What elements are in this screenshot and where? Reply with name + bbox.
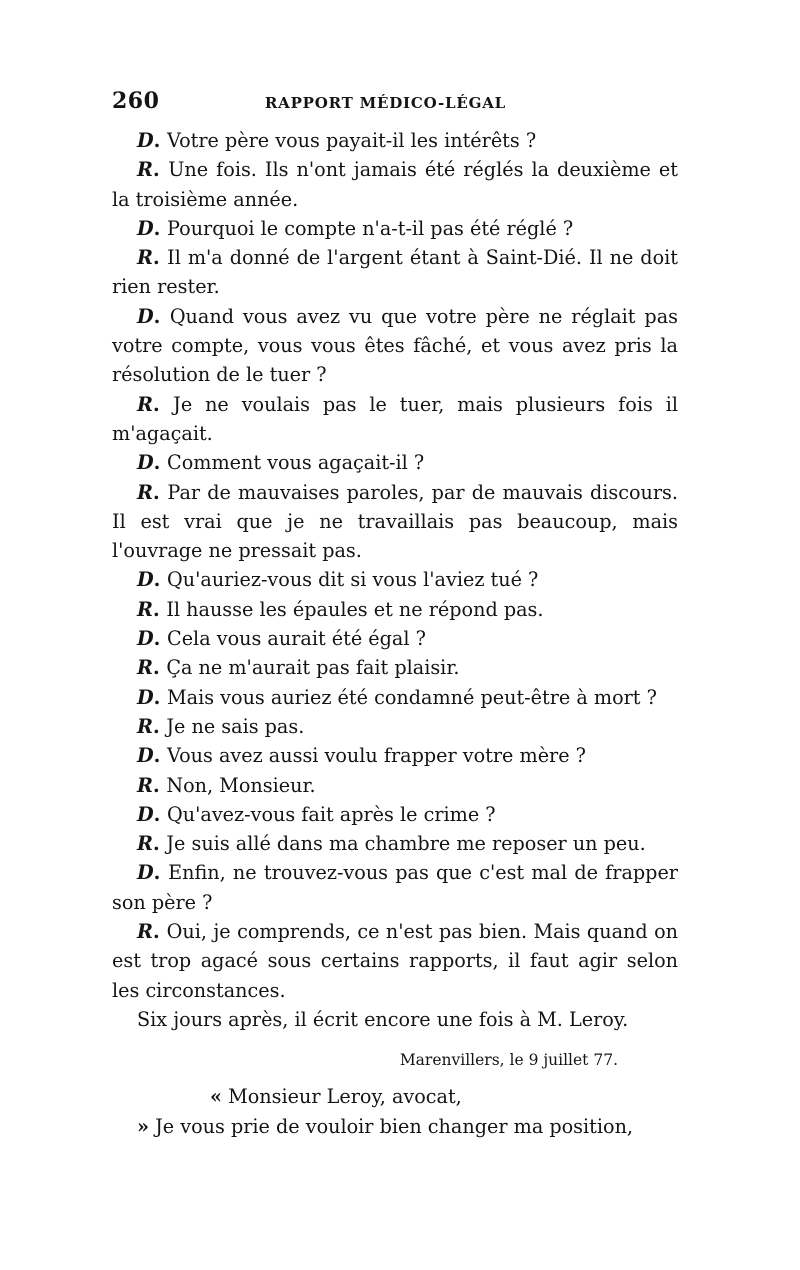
speaker-label: R . xyxy=(137,246,167,269)
letter-line-text: Je vous prie de vouloir bien changer ma position, xyxy=(155,1115,634,1139)
dialogue-text: Pourquoi le compte n'a-t-il pas été réglé ? xyxy=(167,216,574,240)
speaker-label: D . xyxy=(137,217,167,240)
dialogue-line xyxy=(112,155,678,214)
dialogue-line xyxy=(112,800,678,829)
dialogue-text: Vous avez aussi voulu frapper votre mère ? xyxy=(167,744,586,768)
dialogue-line xyxy=(112,741,678,770)
dialogue-text: Je suis allé dans ma chambre me reposer un peu. xyxy=(166,832,646,856)
opening-quote-mark: « xyxy=(210,1085,222,1109)
letter-line xyxy=(112,1112,678,1142)
speaker-label: R . xyxy=(137,920,167,943)
page-header xyxy=(112,88,678,118)
dialogue-text: Oui, je comprends, ce n'est pas bien. Mais quand on est trop agacé sous certains rapports, il faut agir selon les circonstances. xyxy=(112,920,678,1002)
dialogue-line xyxy=(112,243,678,302)
speaker-label: R . xyxy=(137,774,166,797)
speaker-label: D . xyxy=(137,305,170,328)
speaker-label: D . xyxy=(137,744,167,767)
dialogue-text: Il hausse les épaules et ne répond pas. xyxy=(166,597,544,621)
speaker-label: R . xyxy=(137,656,166,679)
dialogue-text: Enfin, ne trouvez-vous pas que c'est mal de frapper son père ? xyxy=(112,861,678,914)
dialogue-line xyxy=(112,683,678,712)
book-page xyxy=(112,88,678,1142)
dialogue-line xyxy=(112,653,678,682)
speaker-label: D . xyxy=(137,803,167,826)
dialogue-line xyxy=(112,829,678,858)
dialogue-text: Cela vous aurait été égal ? xyxy=(167,627,426,651)
speaker-label: D . xyxy=(137,627,167,650)
narration-paragraph: Six jours après, il écrit encore une fois à M. Leroy. xyxy=(137,1007,629,1031)
speaker-label: R . xyxy=(137,598,166,621)
dialogue-text: Qu'avez-vous fait après le crime ? xyxy=(167,802,496,826)
speaker-label: D . xyxy=(137,686,167,709)
page-number: 260 xyxy=(112,88,160,114)
dialogue-text: Une fois. Ils n'ont jamais été réglés la deuxième et la troisième année. xyxy=(112,158,678,211)
dialogue-line xyxy=(112,126,678,155)
letter-salutation xyxy=(112,1082,678,1112)
dialogue-line xyxy=(112,712,678,741)
dialogue-text: Comment vous agaçait-il ? xyxy=(167,451,425,475)
speaker-label: R . xyxy=(137,832,166,855)
dialogue-text: Je ne sais pas. xyxy=(166,714,305,738)
body-text xyxy=(112,126,678,1034)
speaker-label: D . xyxy=(137,129,167,152)
dialogue-line xyxy=(112,302,678,390)
dialogue-text: Non, Monsieur. xyxy=(166,773,316,797)
dialogue-line xyxy=(112,771,678,800)
dialogue-line xyxy=(112,917,678,1005)
speaker-label: D . xyxy=(137,861,168,884)
dialogue-line xyxy=(112,595,678,624)
speaker-label: R . xyxy=(137,481,167,504)
dialogue-line xyxy=(112,624,678,653)
dialogue-line xyxy=(112,478,678,566)
dialogue-text: Mais vous auriez été condamné peut-être à mort ? xyxy=(167,685,657,709)
dialogue-text: Quand vous avez vu que votre père ne réglait pas votre compte, vous vous êtes fâché, et vous avez pris la résolution de le tuer ? xyxy=(112,304,678,387)
dialogue-line xyxy=(112,565,678,594)
dialogue-text: Il m'a donné de l'argent étant à Saint-Dié. Il ne doit rien rester. xyxy=(112,246,678,299)
dialogue-line xyxy=(112,858,678,917)
dialogue-text: Par de mauvaises paroles, par de mauvais discours. Il est vrai que je ne travaillais pas beaucoup, mais l'ouvrage ne pressait pas. xyxy=(112,480,678,563)
letter-dateline: Marenvillers, le 9 juillet 77. xyxy=(399,1051,618,1070)
speaker-label: R . xyxy=(137,715,166,738)
speaker-label: D . xyxy=(137,451,167,474)
dialogue-text: Votre père vous payait-il les intérêts ? xyxy=(167,129,537,152)
dialogue-text: Ça ne m'aurait pas fait plaisir. xyxy=(166,656,460,680)
speaker-label: R . xyxy=(137,393,173,416)
running-head: RAPPORT MÉDICO-LÉGAL xyxy=(264,94,506,112)
continuation-quote-mark: » xyxy=(137,1115,149,1139)
speaker-label: D . xyxy=(137,568,167,591)
salutation-text: Monsieur Leroy, avocat, xyxy=(228,1085,462,1109)
dialogue-line xyxy=(112,448,678,477)
speaker-label: R . xyxy=(137,158,168,181)
dialogue-text: Qu'auriez-vous dit si vous l'aviez tué ? xyxy=(167,568,539,592)
dialogue-text: Je ne voulais pas le tuer, mais plusieurs fois il m'agaçait. xyxy=(112,392,678,445)
dialogue-line xyxy=(112,214,678,243)
dialogue-line xyxy=(112,390,678,449)
